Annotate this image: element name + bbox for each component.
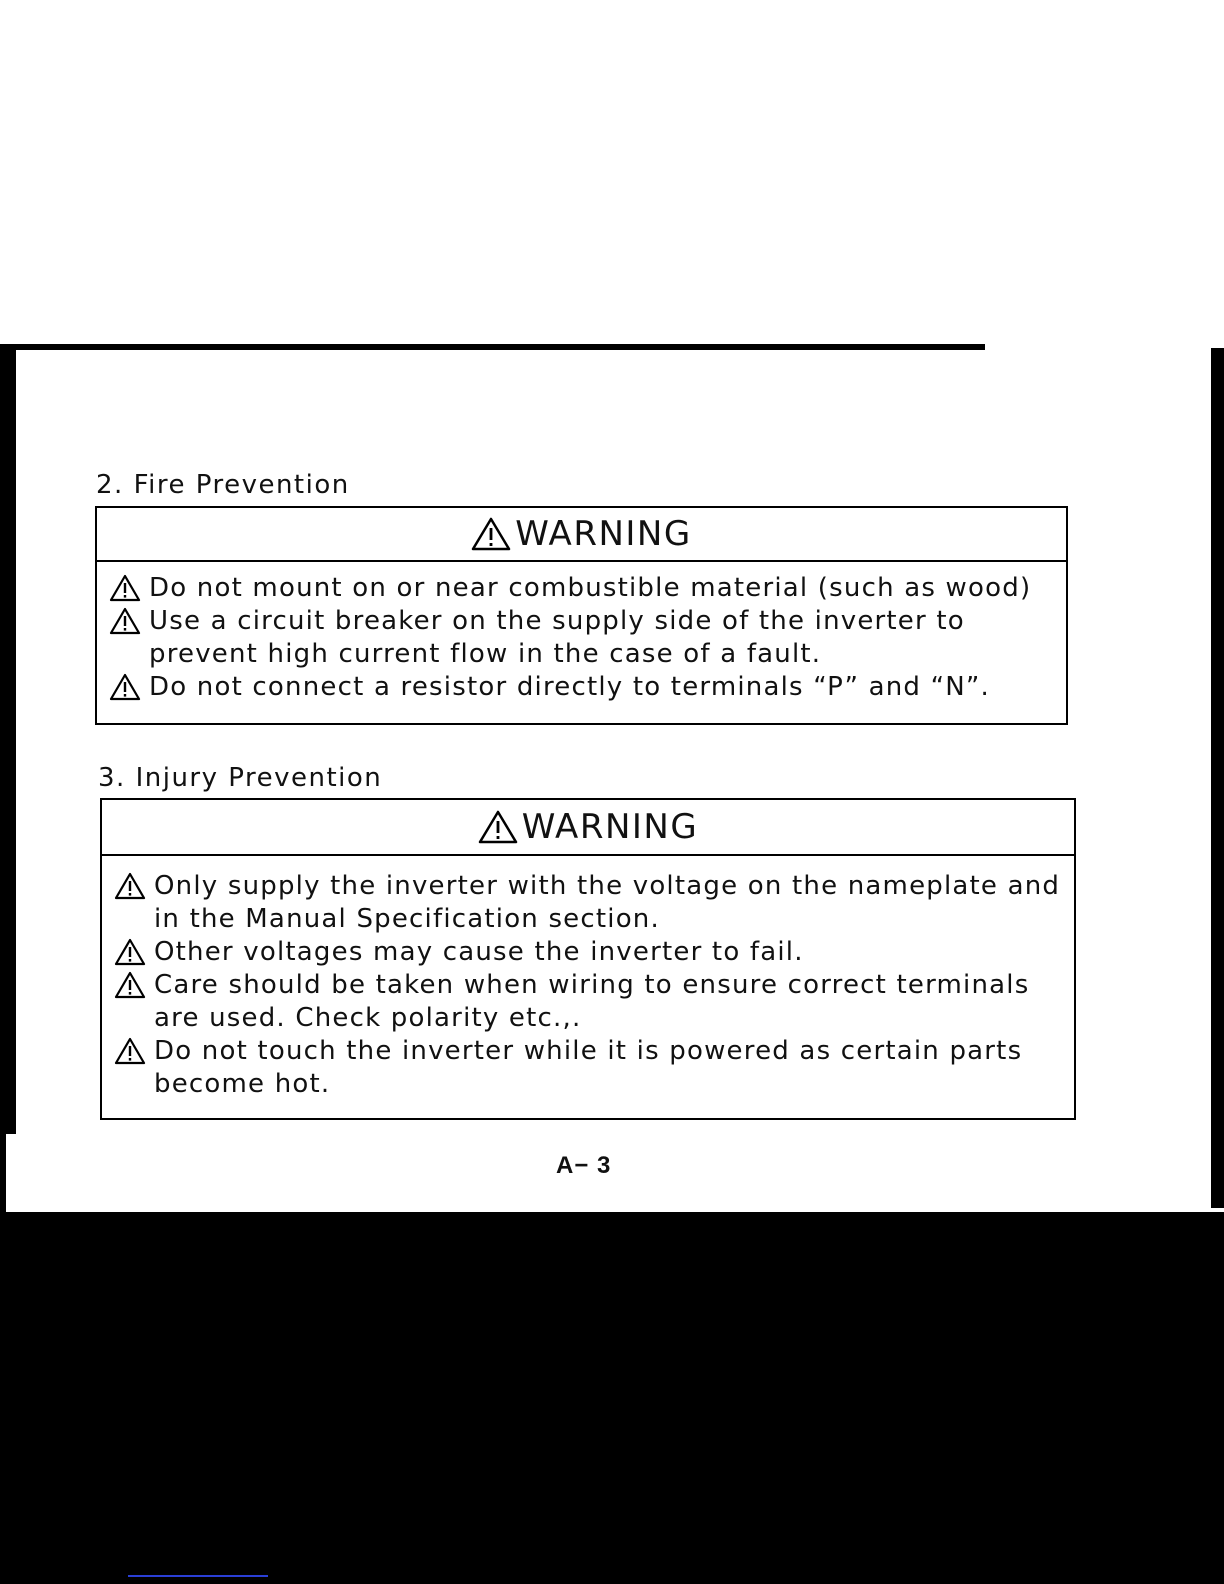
warning-triangle-icon (114, 1037, 146, 1065)
warning-triangle-icon (114, 872, 146, 900)
warning-list (102, 856, 1074, 1109)
page-number: A− 3 (556, 1152, 612, 1179)
warning-item (114, 1035, 1064, 1101)
scan-top-border-fragment (900, 348, 980, 350)
warning-header (102, 800, 1074, 856)
warning-triangle-icon (114, 971, 146, 999)
warning-triangle-icon (109, 673, 141, 701)
warning-item (114, 969, 1064, 1035)
scan-top-border (0, 344, 985, 350)
scan-left-border (0, 344, 16, 1134)
warning-triangle-icon (114, 938, 146, 966)
scan-left-border-lower (0, 1130, 6, 1220)
warning-title-text: WARNING (515, 514, 692, 554)
warning-triangle-icon (109, 607, 141, 635)
warning-item-text: Do not mount on or near combustible material (such as wood) (149, 573, 1032, 603)
warning-triangle-icon (471, 516, 511, 552)
warning-box-injury-prevention (100, 798, 1076, 1120)
warning-header (97, 508, 1066, 562)
warning-box-fire-prevention (95, 506, 1068, 725)
section-heading-fire-prevention: 2. Fire Prevention (96, 470, 350, 500)
scan-bottom-black-area (0, 1212, 1224, 1584)
warning-item-text: Do not touch the inverter while it is powered as certain parts become hot. (154, 1036, 1023, 1099)
scan-right-border (1211, 348, 1224, 1208)
warning-item (114, 936, 1064, 969)
warning-item (109, 605, 1056, 671)
warning-title (471, 514, 691, 554)
scan-blue-mark (128, 1575, 268, 1577)
warning-item-text: Care should be taken when wiring to ensure correct terminals are used. Check polarity etc.,. (154, 970, 1030, 1033)
warning-item-text: Do not connect a resistor directly to terminals “P” and “N”. (149, 672, 991, 702)
warning-item-text: Only supply the inverter with the voltage on the nameplate and in the Manual Specification section. (154, 871, 1061, 934)
warning-title-text: WARNING (521, 807, 699, 847)
section-heading-injury-prevention: 3. Injury Prevention (98, 763, 383, 793)
warning-item-text: Other voltages may cause the inverter to fail. (154, 937, 804, 967)
warning-title (478, 807, 698, 847)
warning-item (114, 870, 1064, 936)
warning-item-text: Use a circuit breaker on the supply side of the inverter to prevent high current flow in the case of a fault. (149, 606, 965, 669)
warning-list (97, 562, 1066, 712)
warning-item (109, 671, 1056, 704)
warning-triangle-icon (478, 809, 518, 845)
warning-triangle-icon (109, 574, 141, 602)
warning-item (109, 572, 1056, 605)
